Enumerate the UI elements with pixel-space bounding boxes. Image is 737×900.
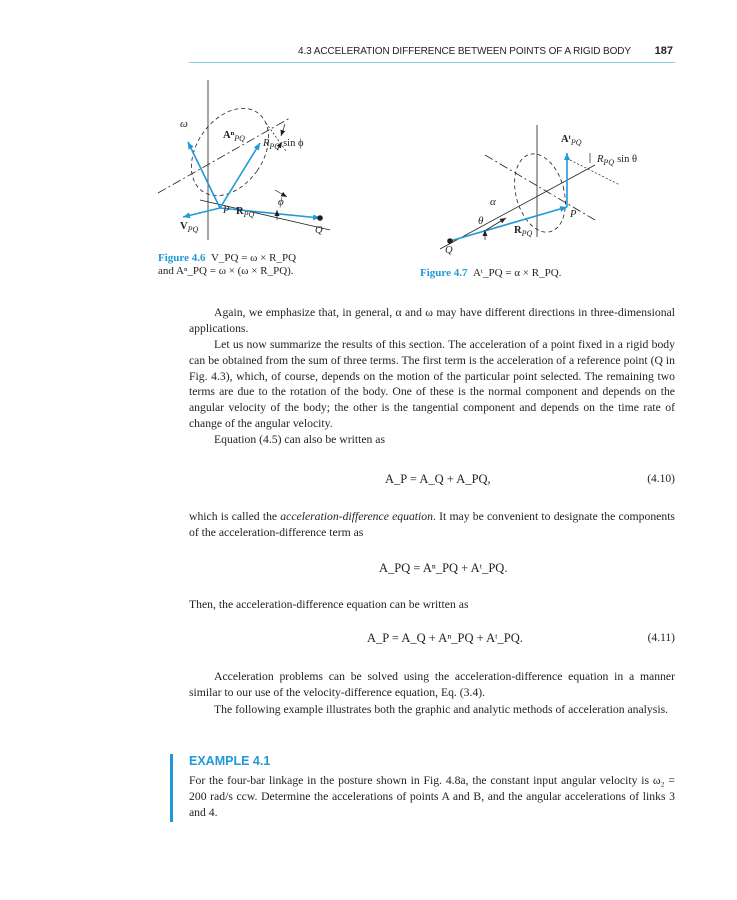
paragraph-5: Then, the acceleration-difference equation can be written as bbox=[189, 598, 469, 611]
figure-4-6 bbox=[150, 80, 350, 245]
a-tangential-label: Aᵗ$_{PQ}$ bbox=[561, 134, 582, 147]
equation-4-10 bbox=[189, 472, 675, 492]
r-sin-theta-label: $R_{PQ}$ sin θ bbox=[597, 154, 638, 167]
p-label: P bbox=[223, 205, 230, 216]
radial-dash-line bbox=[485, 155, 595, 220]
paragraph-4-emphasis: acceleration-difference equation bbox=[280, 510, 433, 523]
paragraph-7: The following example illustrates both the graphic and analytic methods of acceleration analysis. bbox=[214, 703, 669, 716]
equation-4-11-formula: A_P = A_Q + Aⁿ_PQ + Aᵗ_PQ. bbox=[367, 631, 523, 645]
v-pq-vector bbox=[183, 208, 220, 217]
example-text: For the four-bar linkage in the posture shown in Fig. 4.8a, the constant input angular velocity is ω₂ = 200 rad/s ccw. Determine the accelerations of points A and B, and the angular accelerations of links 3 and 4. bbox=[189, 774, 675, 819]
paragraph-3: Equation (4.5) can also be written as bbox=[214, 433, 386, 446]
example-accent-bar bbox=[170, 754, 173, 822]
running-header bbox=[189, 44, 675, 63]
figure-4-6-caption-line1: V_PQ = ω × R_PQ bbox=[210, 252, 297, 264]
alpha-label: α bbox=[490, 196, 496, 208]
q-label: Q bbox=[445, 245, 453, 256]
figure-4-6-drawing bbox=[150, 80, 350, 245]
point-q bbox=[447, 238, 453, 244]
paragraph-4-post: . It may be convenient to designate the components of the acceleration-difference term as bbox=[189, 510, 675, 539]
a-normal-vector bbox=[220, 143, 260, 208]
figure-4-7 bbox=[430, 125, 650, 255]
running-title: 4.3 ACCELERATION DIFFERENCE BETWEEN POINTS OF A RIGID BODY bbox=[298, 46, 631, 57]
paragraph-1: Again, we emphasize that, in general, α and ω may have different directions in three-dimensional applications. bbox=[189, 306, 675, 335]
equation-components-formula: A_PQ = Aⁿ_PQ + Aᵗ_PQ. bbox=[379, 561, 508, 575]
r-sin-arrow-top bbox=[281, 124, 285, 136]
paragraph-2: Let us now summarize the results of this section. The acceleration of a point fixed in a rigid body can be obtained from the sum of three terms. The first term is the acceleration of a reference point (Q in Fig. 4.3), which, of course, depends on the motion of the particular point selected. The remaining two terms are due to the rotation of the body. One of these is the normal component and depends on the angular velocity of the body; the other is the tangential component and depends on the time rate of change of the angular velocity. bbox=[189, 338, 675, 430]
equation-4-10-number: (4.10) bbox=[647, 473, 675, 485]
page-number: 187 bbox=[654, 45, 673, 57]
equation-4-10-formula: A_P = A_Q + A_PQ, bbox=[385, 472, 491, 486]
phi-label: ϕ bbox=[278, 196, 284, 208]
r-pq-label: $R_{PQ}$ bbox=[236, 206, 255, 219]
omega-vector bbox=[188, 142, 220, 208]
figure-4-7-caption bbox=[420, 267, 561, 280]
v-pq-label: $V_{PQ}$ bbox=[180, 221, 199, 234]
pq-baseline bbox=[200, 200, 330, 230]
paragraph-4-pre: which is called the bbox=[189, 510, 281, 523]
q-label: Q bbox=[315, 225, 323, 236]
p-label: P bbox=[570, 209, 577, 220]
r-sin-phi-label: $R_{PQ}$ sin ϕ bbox=[263, 138, 304, 151]
equation-4-11-number: (4.11) bbox=[647, 632, 675, 644]
r-pq-label: $R_{PQ}$ bbox=[514, 225, 533, 238]
figure-4-6-caption-label: Figure 4.6 bbox=[158, 252, 206, 264]
theta-label: θ bbox=[478, 215, 484, 227]
omega-label: ω bbox=[180, 118, 188, 130]
point-q bbox=[317, 215, 323, 221]
figure-4-6-caption bbox=[158, 252, 296, 278]
example-title: EXAMPLE 4.1 bbox=[189, 754, 271, 768]
paragraph-6: Acceleration problems can be solved using the acceleration-difference equation in a manner similar to our use of the velocity-difference equation, Eq. (3.4). bbox=[189, 670, 675, 699]
figure-4-6-caption-line2: and Aⁿ_PQ = ω × (ω × R_PQ). bbox=[158, 265, 294, 277]
figure-4-7-drawing bbox=[430, 125, 650, 255]
a-normal-label: Aⁿ$_{PQ}$ bbox=[223, 130, 245, 143]
paragraph-4 bbox=[189, 509, 675, 541]
figure-4-7-caption-text: Aᵗ_PQ = α × R_PQ. bbox=[472, 267, 562, 279]
figure-4-7-caption-label: Figure 4.7 bbox=[420, 267, 468, 279]
equation-4-11 bbox=[189, 631, 675, 651]
equation-components bbox=[189, 561, 675, 581]
